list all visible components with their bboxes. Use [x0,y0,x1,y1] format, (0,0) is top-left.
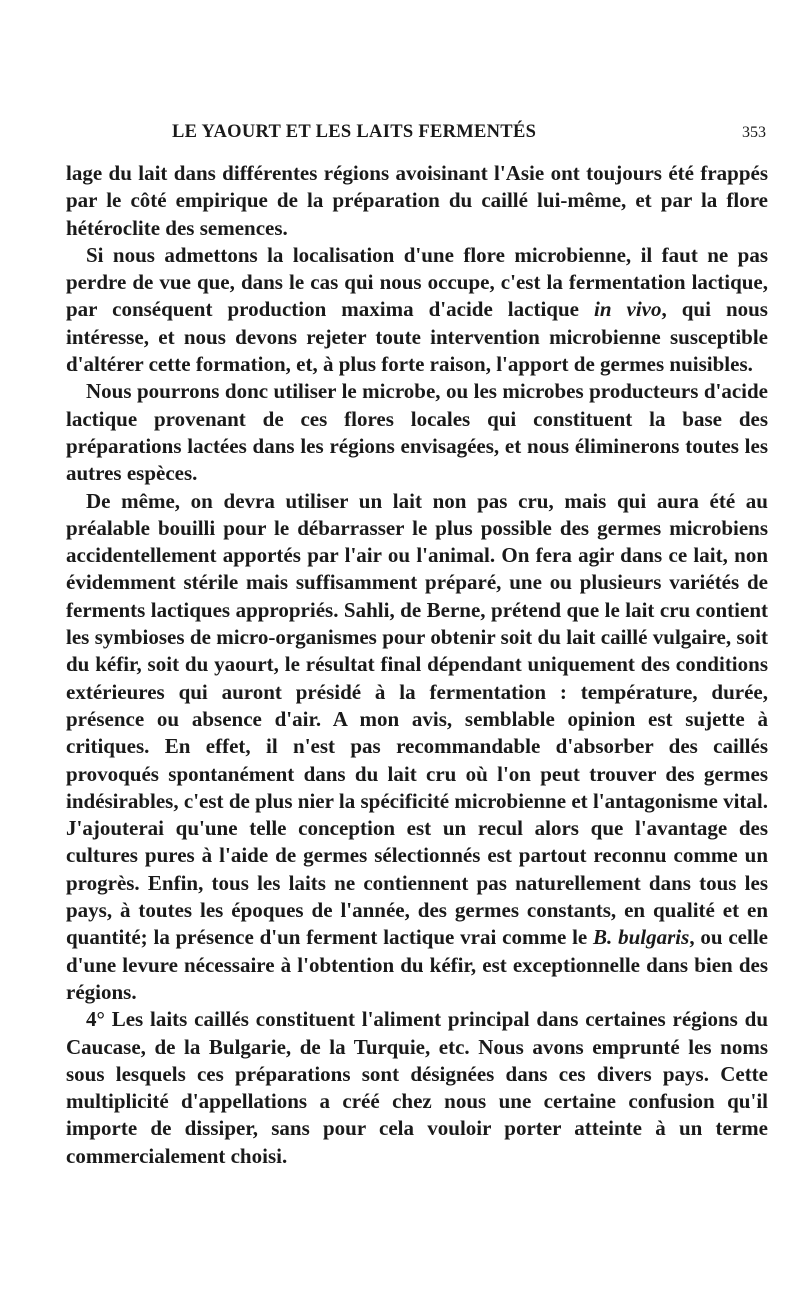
body-text [66,160,768,1170]
paragraph-4-text-a: De même, on devra utiliser un lait non pas cru, mais qui aura été au préalable bouilli pour le débarrasser le plus possible des germes microbiens accidentellement apportés par l'air ou l'animal. On fera agir dans ce lait, non évidemment stérile mais suffisamment préparé, une ou plusieurs variétés de ferments lactiques appropriés. Sahli, de Berne, prétend que le lait cru contient les symbioses de micro-organismes pour obtenir soit du lait caillé vulgaire, soit du kéfir, soit du yaourt, le résultat final dépendant uniquement des conditions extérieures qui auront présidé à la fermentation : température, durée, présence ou absence d'air. A mon avis, semblable opinion est sujette à critiques. En effet, il n'est pas recommandable d'absorber des caillés provoqués spontanément dans du lait cru où l'on peut trouver des germes indésirables, c'est de plus nier la spécificité microbienne et l'antagonisme vital. J'ajouterai qu'une telle conception est un recul alors que l'avantage des cultures pures à l'aide de germes sélectionnés est partout reconnu comme un progrès. Enfin, tous les laits ne contiennent pas naturellement dans tous les pays, à toutes les époques de l'année, des germes constants, en qualité et en quantité; la présence d'un ferment lactique vrai comme le [66,488,768,950]
page-header [66,122,766,146]
paragraph-3-text: Nous pourrons donc utiliser le microbe, ou les microbes producteurs d'acide lactique provenant de ces flores locales qui constituent la base des préparations lactées dans les régions envisagées, et nous éliminerons toutes les autres espèces. [66,379,768,486]
paragraph-4-text-b: , ou celle d'une levure nécessaire à l'obtention du kéfir, est exceptionnelle dans bien des régions. [66,925,768,1004]
paragraph-2-text-a: Si nous admettons la localisation d'une flore microbienne, il faut ne pas perdre de vue que, dans le cas qui nous occupe, c'est la fermentation lactique, par conséquent production maxima d'acide lactique [66,242,768,322]
paragraph-5-text: 4° Les laits caillés constituent l'aliment principal dans certaines régions du Caucase, de la Bulgarie, de la Turquie, etc. Nous avons emprunté les noms sous lesquels ces préparations sont désignées dans ces divers pays. Cette multiplicité d'appellations a créé chez nous une certaine confusion qu'il importe de dissiper, sans pour cela vouloir porter atteinte à un terme commercialement choisi. [66,1007,768,1168]
page-number: 353 [742,124,766,141]
paragraph-4 [66,488,768,1007]
running-title: LE YAOURT ET LES LAITS FERMENTÉS [172,122,537,142]
paragraph-1-text: lage du lait dans différentes régions avoisinant l'Asie ont toujours été frappés par le côté empirique de la préparation du caillé lui-même, et par la flore hétéroclite des semences. [66,161,768,240]
paragraph-1 [66,160,768,242]
paragraph-2-italic: in vivo [593,297,662,322]
paragraph-4-italic: B. bulgaris [593,925,690,950]
paragraph-2-text-b: , qui nous intéresse, et nous devons rejeter toute intervention microbienne susceptible d'altérer cette formation, et, à plus forte raison, l'apport de germes nuisibles. [66,297,768,377]
paragraph-5 [66,1006,768,1170]
paragraph-3 [66,378,768,487]
paragraph-2 [66,242,768,378]
